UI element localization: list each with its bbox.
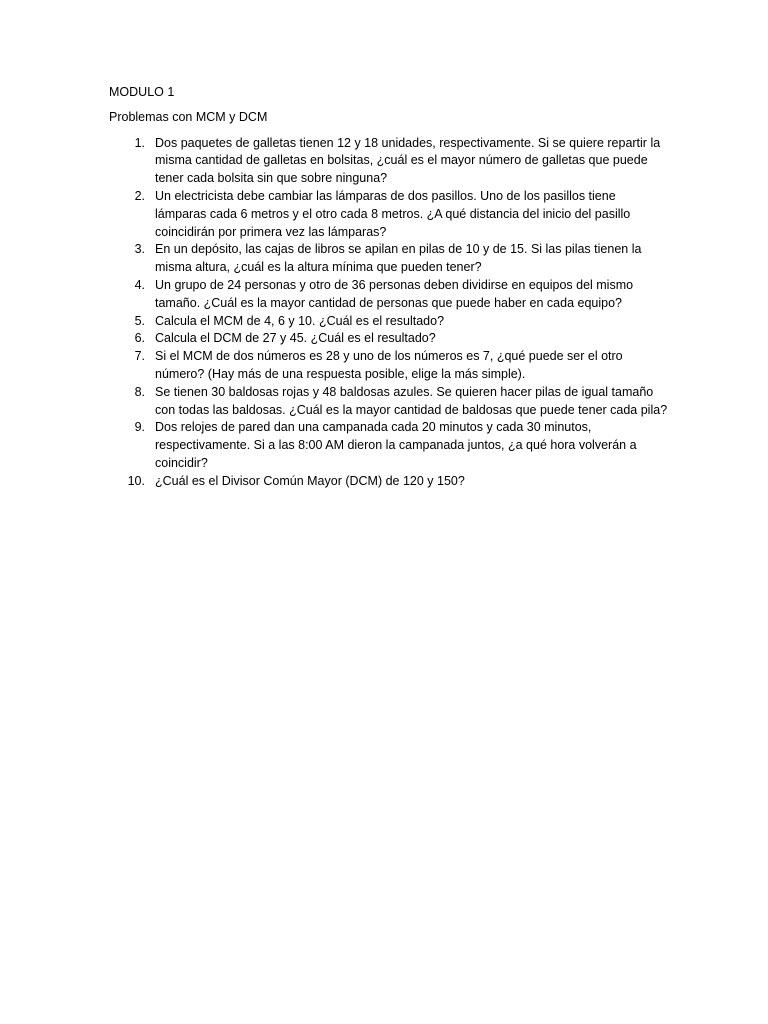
problem-text: Dos paquetes de galletas tienen 12 y 18 unidades, respectivamente. Si se quiere repartir la misma cantidad de galletas en bolsitas, ¿cuál es el mayor número de galletas que puede tener cada bolsita sin que sobre ninguna? [155,135,661,186]
document-content [109,84,669,491]
problem-text: Dos relojes de pared dan una campanada cada 20 minutos y cada 30 minutos, respectivamente. Si a las 8:00 AM dieron la campanada juntos, ¿a qué hora volverán a coincidir? [155,420,637,470]
problem-number: 8. [134,384,145,399]
problem-number: 6. [134,331,145,346]
problem-number: 5. [134,313,145,328]
problem-item-4 [109,277,669,313]
problem-number: 1. [134,135,145,150]
module-title: MODULO 1 [109,85,175,99]
problem-item-1 [109,135,669,188]
problem-number: 7. [134,349,145,364]
problem-number: 3. [134,242,145,257]
problem-number: 4. [134,277,145,292]
problem-number: 2. [134,188,145,203]
problem-item-2 [109,188,669,241]
problem-text: Si el MCM de dos números es 28 y uno de los números es 7, ¿qué puede ser el otro número? (Hay más de una respuesta posible, elige la más simple). [155,349,623,381]
problem-number: 9. [134,420,145,435]
problem-item-7 [109,348,669,384]
problem-number: 10. [127,473,145,488]
problem-text: Calcula el DCM de 27 y 45. ¿Cuál es el resultado? [155,331,436,346]
problem-text: ¿Cuál es el Divisor Común Mayor (DCM) de 120 y 150? [155,473,465,488]
problem-item-6 [109,330,669,348]
section-title: Problemas con MCM y DCM [109,109,268,124]
problem-item-10 [109,473,669,491]
problem-text: Se tienen 30 baldosas rojas y 48 baldosas azules. Se quieren hacer pilas de igual tamaño con todas las baldosas. ¿Cuál es la mayor cantidad de baldosas que puede tener cada pila? [155,384,668,417]
problem-item-9 [109,419,669,472]
problem-item-8 [109,384,669,420]
problem-list [109,135,669,491]
problem-text: En un depósito, las cajas de libros se apilan en pilas de 10 y de 15. Si las pilas tienen la misma altura, ¿cuál es la altura mínima que pueden tener? [155,242,642,275]
problem-item-5 [109,313,669,331]
problem-item-3 [109,241,669,277]
problem-text: Un electricista debe cambiar las lámparas de dos pasillos. Uno de los pasillos tiene lámparas cada 6 metros y el otro cada 8 metros. ¿A qué distancia del inicio del pasillo coincidirán por primera vez las lámparas? [155,188,631,239]
problem-text: Calcula el MCM de 4, 6 y 10. ¿Cuál es el resultado? [155,313,445,328]
problem-text: Un grupo de 24 personas y otro de 36 personas deben dividirse en equipos del mismo tamaño. ¿Cuál es la mayor cantidad de personas que puede haber en cada equipo? [155,277,634,310]
